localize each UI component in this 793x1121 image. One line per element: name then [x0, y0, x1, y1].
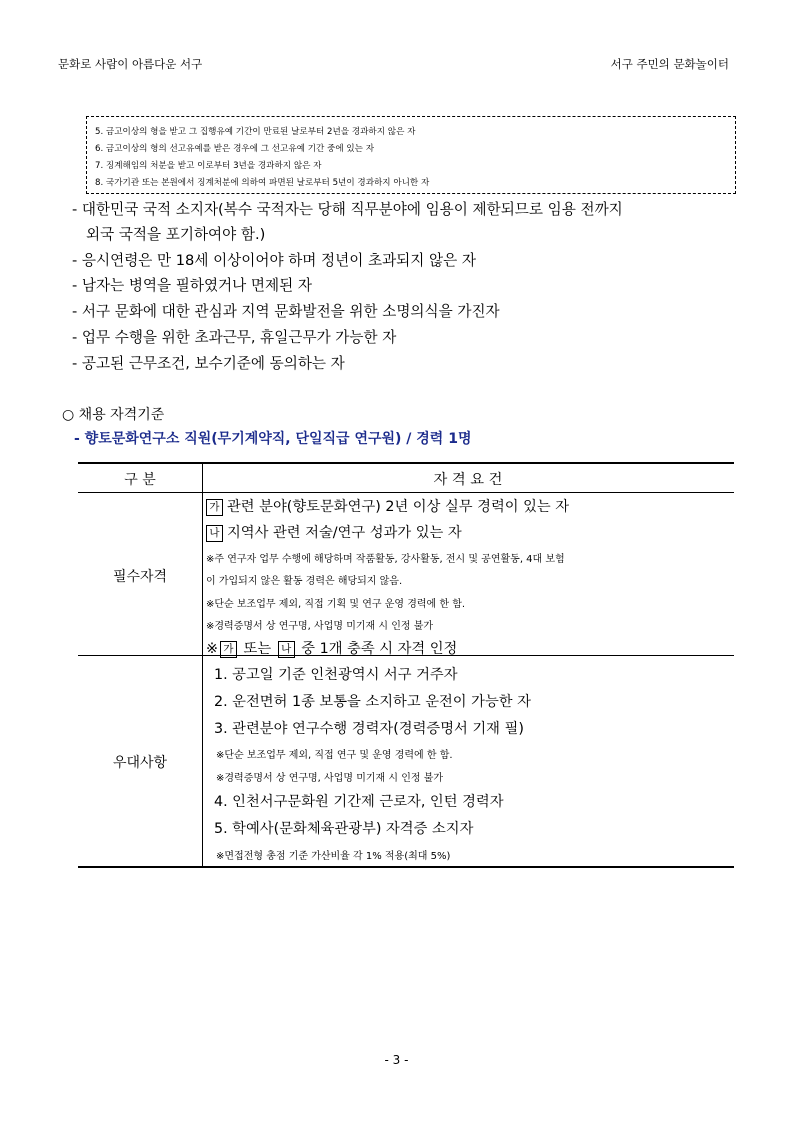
preferred-item-3: 3. 관련분야 연구수행 경력자(경력증명서 기재 필) — [214, 721, 524, 737]
table-top-border — [78, 462, 734, 464]
table-header-requirements: 자 격 요 건 — [433, 472, 503, 488]
header-right: 서구 주민의 문화놀이터 — [610, 57, 729, 71]
required-item-ga: 가 관련 분야(향토문화연구) 2년 이상 실무 경력이 있는 자 — [206, 496, 569, 516]
required-note-1b: 이 가입되지 않은 활동 경력은 해당되지 않음. — [206, 576, 403, 587]
bullet-nationality-cont: 외국 국적을 포기하여야 함.) — [86, 226, 266, 243]
disqualify-item-8: 8. 국가기관 또는 본원에서 징계처분에 의하여 파면된 날로부터 5년이 경과하지 아니한 자 — [95, 178, 430, 188]
disqualify-box — [86, 116, 736, 194]
section-title: ○ 채용 자격기준 — [62, 407, 165, 423]
bullet-conditions: - 공고된 근무조건, 보수기준에 동의하는 자 — [72, 355, 345, 372]
required-note-1a: ※주 연구자 업무 수행에 해당하며 작품활동, 강사활동, 전시 및 공연활동, 4대 보험 — [206, 554, 565, 565]
disqualify-item-5: 5. 금고이상의 형을 받고 그 집행유예 기간이 만료된 날로부터 2년을 경과하지 않은 자 — [95, 127, 416, 137]
required-note-2: ※단순 보조업무 제외, 직접 기획 및 연구 운영 경력에 한 함. — [206, 599, 466, 610]
required-label: 필수자격 — [112, 569, 168, 585]
qualification-table — [78, 462, 734, 868]
preferred-item-5: 5. 학예사(문화체육관광부) 자격증 소지자 — [214, 821, 474, 837]
bullet-overtime: - 업무 수행을 위한 초과근무, 휴일근무가 가능한 자 — [72, 329, 397, 346]
bullet-interest: - 서구 문화에 대한 관심과 지역 문화발전을 위한 소명의식을 가진자 — [72, 303, 500, 320]
disqualify-item-6: 6. 금고이상의 형의 선고유예를 받은 경우에 그 선고유예 기간 중에 있는 자 — [95, 144, 374, 154]
disqualify-item-7: 7. 징계해임의 처분을 받고 이로부터 3년을 경과하지 않은 자 — [95, 161, 322, 171]
required-note-3: ※경력증명서 상 연구명, 사업명 미기재 시 인정 불가 — [206, 621, 434, 632]
table-bottom-border — [78, 866, 734, 868]
page-number: - 3 - — [384, 1053, 409, 1067]
circle-na-icon: 나 — [206, 525, 223, 542]
bullet-military: - 남자는 병역을 필하였거나 면제된 자 — [72, 277, 312, 294]
required-item-na: 나 지역사 관련 저술/연구 성과가 있는 자 — [206, 522, 462, 542]
table-column-divider — [202, 462, 203, 868]
table-header-category: 구 분 — [78, 469, 202, 489]
preferred-note-3: ※면접전형 총점 기준 가산비율 각 1% 적용(최대 5%) — [216, 851, 451, 862]
table-header-divider — [78, 492, 734, 493]
preferred-item-4: 4. 인천서구문화원 기간제 근로자, 인턴 경력자 — [214, 794, 504, 810]
bullet-nationality: - 대한민국 국적 소지자(복수 국적자는 당해 직무분야에 임용이 제한되므로 임용 전까지 — [72, 201, 623, 218]
preferred-item-2: 2. 운전면허 1종 보통을 소지하고 운전이 가능한 자 — [214, 694, 531, 710]
header-left: 문화로 사람이 아름다운 서구 — [58, 57, 203, 71]
bullet-age: - 응시연령은 만 18세 이상이어야 하며 정년이 초과되지 않은 자 — [72, 252, 476, 269]
circle-ga-icon: 가 — [206, 499, 223, 516]
circle-na-icon: 나 — [278, 641, 295, 658]
section-subtitle: - 향토문화연구소 직원(무기계약직, 단일직급 연구원) / 경력 1명 — [74, 431, 472, 447]
circle-ga-icon: 가 — [220, 641, 237, 658]
required-final-note: ※ 가 또는 나 중 1개 충족 시 자격 인정 — [206, 641, 458, 657]
preferred-note-2: ※경력증명서 상 연구명, 사업명 미기재 시 인정 불가 — [216, 773, 444, 784]
preferred-note-1: ※단순 보조업무 제외, 직접 연구 및 운영 경력에 한 함. — [216, 750, 453, 761]
preferred-item-1: 1. 공고일 기준 인천광역시 서구 거주자 — [214, 667, 458, 683]
preferred-label: 우대사항 — [112, 755, 168, 771]
